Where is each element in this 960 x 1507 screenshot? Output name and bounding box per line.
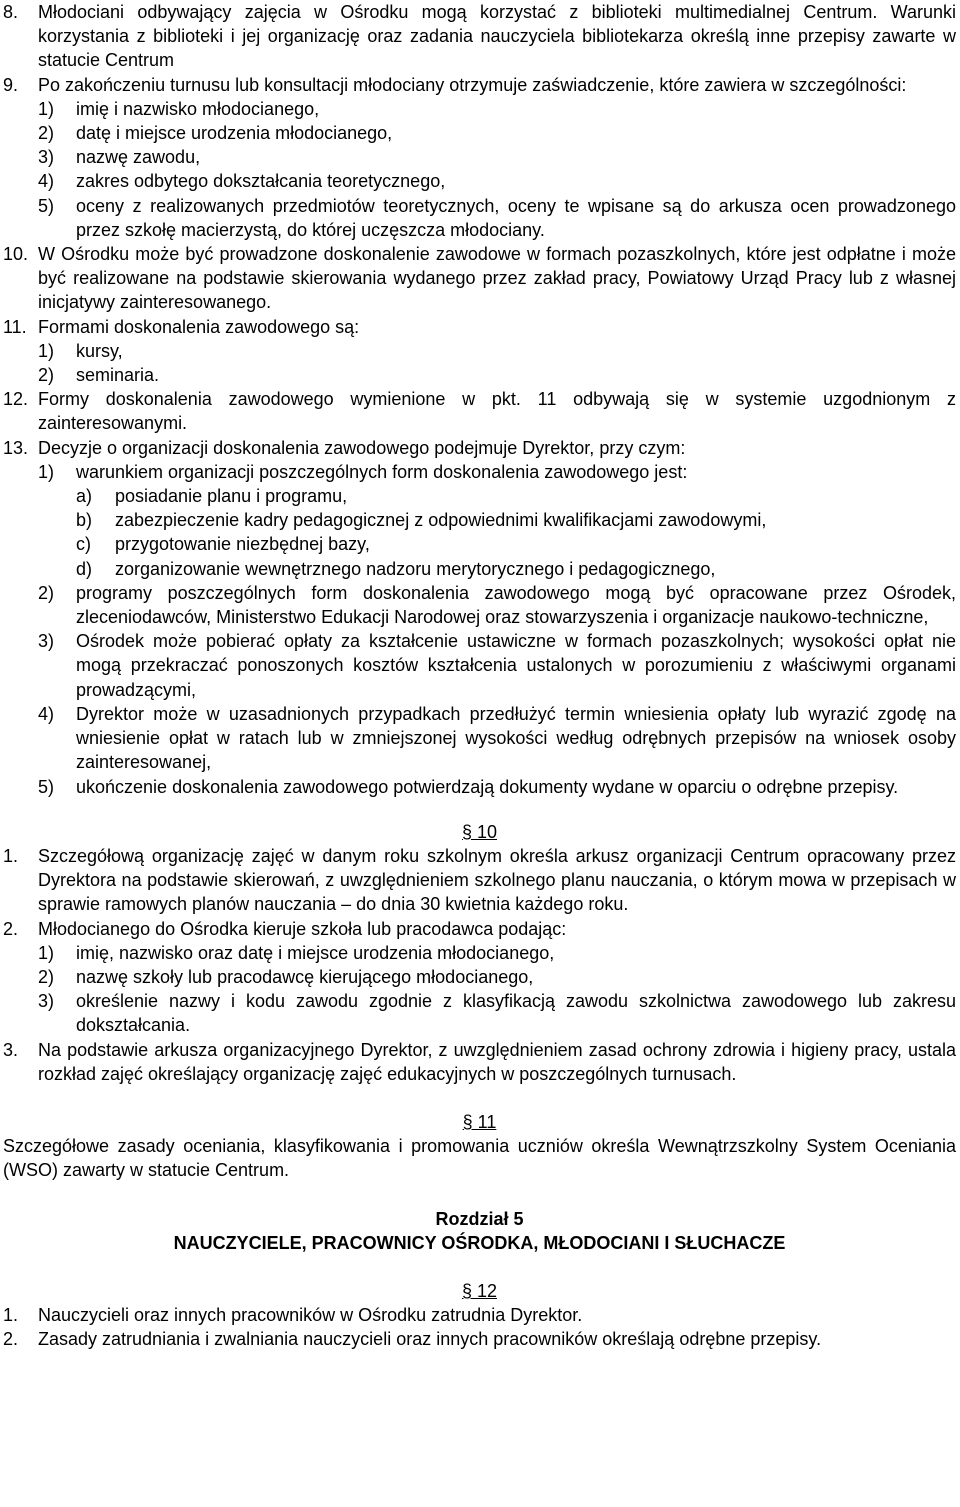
list-item — [3, 775, 956, 799]
list-number: 1) — [38, 461, 55, 482]
list-text: zakres odbytego dokształcania teoretycznego, — [76, 171, 446, 192]
sublist-text: przygotowanie niezbędnej bazy, — [115, 534, 370, 555]
section-12-paragraph-1 — [3, 1303, 956, 1327]
list-item — [3, 581, 956, 629]
list-text: imię i nazwisko młodocianego, — [76, 98, 320, 119]
list-number: 3) — [38, 991, 55, 1012]
list-number: 1) — [38, 340, 55, 361]
paragraph-text: Szczegółową organizację zajęć w danym roku szkolnym określa arkusz organizacji Centrum opracowany przez Dyrektora na podstawie skierowań, z uwzględnieniem szkolnego planu nauczania, o którym mowa w przepisach w sprawie ramowych planów nauczania – do dnia 30 kwietnia każdego roku. — [38, 845, 956, 915]
list-item — [3, 97, 956, 121]
list-text: programy poszczególnych form doskonalenia zawodowego mogą być opracowane przez Ośrodek, zleceniodawców, Ministerstwo Edukacji Narodowej oraz stowarzyszenia i organizacje naukowo-techniczne, — [76, 582, 956, 628]
sublist-text: zorganizowanie wewnętrznego nadzoru merytorycznego i pedagogicznego, — [115, 558, 716, 579]
paragraph-8 — [3, 0, 956, 73]
list-text: seminaria. — [76, 365, 160, 386]
list-item — [3, 169, 956, 193]
list-item — [3, 989, 956, 1037]
paragraph-13 — [3, 436, 956, 460]
paragraph-text: Nauczycieli oraz innych pracowników w Ośrodku zatrudnia Dyrektor. — [38, 1305, 583, 1326]
sublist-letter: c) — [76, 534, 91, 555]
list-number: 1) — [38, 942, 55, 963]
list-item — [3, 363, 956, 387]
list-number: 4) — [38, 171, 55, 192]
list-item — [3, 121, 956, 145]
list-item — [3, 965, 956, 989]
list-number: 3) — [38, 631, 55, 652]
sublist-item — [3, 532, 956, 556]
list-number: 2) — [38, 966, 55, 987]
list-number: 1) — [38, 98, 55, 119]
sublist-item — [3, 508, 956, 532]
list-number: 5) — [38, 195, 55, 216]
paragraph-number: 11. — [3, 316, 27, 337]
list-text: kursy, — [76, 340, 123, 361]
paragraph-text: Formy doskonalenia zawodowego wymienione w pkt. 11 odbywają się w systemie uzgodnionym z zainteresowanymi. — [38, 389, 956, 434]
section-11-text: Szczegółowe zasady oceniania, klasyfikowania i promowania uczniów określa Wewnątrzszkolny System Oceniania (WSO) zawarty w statucie Centrum. — [3, 1136, 956, 1181]
list-number: 5) — [38, 776, 55, 797]
list-number: 3) — [38, 147, 55, 168]
list-text: nazwę szkoły lub pracodawcę kierującego młodocianego, — [76, 966, 534, 987]
list-item — [3, 629, 956, 702]
list-number: 2) — [38, 582, 55, 603]
paragraph-10 — [3, 242, 956, 315]
list-item — [3, 145, 956, 169]
paragraph-number: 9. — [3, 74, 19, 95]
paragraph-number: 1. — [3, 1305, 19, 1326]
section-10-paragraph-2 — [3, 917, 956, 941]
section-title: § 10 — [461, 821, 498, 842]
list-text: określenie nazwy i kodu zawodu zgodnie z klasyfikacją zawodu szkolnictwa zawodowego lub zakresu dokształcania. — [76, 991, 956, 1036]
paragraph-number: 2. — [3, 918, 19, 939]
list-text: ukończenie doskonalenia zawodowego potwierdzają dokumenty wydane w oparciu o odrębne przepisy. — [76, 776, 899, 797]
paragraph-number: 10. — [3, 244, 29, 265]
list-text: oceny z realizowanych przedmiotów teoretycznych, oceny te wpisane są do arkusza ocen prowadzonego przez szkołę macierzystą, do której uczęszcza młodociany. — [76, 195, 956, 240]
sublist-letter: d) — [76, 558, 93, 579]
list-text: Dyrektor może w uzasadnionych przypadkach przedłużyć termin wniesienia opłaty lub wyrazić zgodę na wniesienie opłat w ratach lub w zmniejszonej wysokości według odrębnych przepisów na wniosek osoby zainteresowanej, — [76, 703, 956, 773]
section-10-paragraph-3 — [3, 1038, 956, 1086]
list-number: 2) — [38, 123, 55, 144]
paragraph-text: Na podstawie arkusza organizacyjnego Dyrektor, z uwzględnieniem zasad ochrony zdrowia i higieny pracy, ustala rozkład zajęć określający organizację zajęć edukacyjnych w poszczególnych turnusach. — [38, 1039, 956, 1084]
sublist-item — [3, 557, 956, 581]
section-title: § 11 — [462, 1111, 497, 1132]
list-item — [3, 941, 956, 965]
section-heading-12 — [3, 1279, 956, 1303]
section-heading-11 — [3, 1110, 956, 1134]
paragraph-number: 1. — [3, 845, 19, 866]
list-item — [3, 460, 956, 484]
paragraph-text: W Ośrodku może być prowadzone doskonalenie zawodowe w formach pozaszkolnych, które jest odpłatne i może być realizowane na podstawie skierowania wydanego przez zakład pracy, Powiatowy Urząd Pracy lub z własnej inicjatywy zainteresowanego. — [38, 244, 956, 313]
paragraph-text: Młodociani odbywający zajęcia w Ośrodku mogą korzystać z biblioteki multimedialnej Centrum. Warunki korzystania z biblioteki i jej organizację oraz zadania nauczyciela bibliotekarza określą inne przepisy zawarte w statucie Centrum — [38, 2, 956, 71]
paragraph-text: Po zakończeniu turnusu lub konsultacji młodociany otrzymuje zaświadczenie, które zawiera w szczególności: — [38, 74, 907, 95]
sublist-item — [3, 484, 956, 508]
sublist-letter: b) — [76, 510, 93, 531]
paragraph-text: Decyzje o organizacji doskonalenia zawodowego podejmuje Dyrektor, przy czym: — [38, 437, 686, 458]
section-12-paragraph-2 — [3, 1327, 956, 1351]
list-number: 4) — [38, 703, 55, 724]
section-heading-10 — [3, 820, 956, 844]
sublist-letter: a) — [76, 486, 93, 507]
chapter-subtitle: NAUCZYCIELE, PRACOWNICY OŚRODKA, MŁODOCIANI I SŁUCHACZE — [173, 1232, 786, 1253]
section-10-paragraph-1 — [3, 844, 956, 917]
sublist-text: posiadanie planu i programu, — [115, 486, 348, 507]
paragraph-number: 8. — [3, 2, 19, 22]
list-text: Ośrodek może pobierać opłaty za kształcenie ustawiczne w formach pozaszkolnych; wysokości opłat nie mogą przekraczać ponoszonych kosztów kształcenia ustalonych w porozumieniu z właściwymi organami prowadzącymi, — [76, 631, 956, 700]
sublist-text: zabezpieczenie kadry pedagogicznej z odpowiednimi kwalifikacjami zawodowymi, — [115, 510, 767, 531]
list-text: datę i miejsce urodzenia młodocianego, — [76, 123, 393, 144]
section-title: § 12 — [461, 1280, 498, 1301]
list-text: nazwę zawodu, — [76, 147, 201, 168]
chapter-title: Rozdział 5 — [435, 1208, 524, 1229]
paragraph-11 — [3, 315, 956, 339]
paragraph-text: Formami doskonalenia zawodowego są: — [38, 316, 360, 337]
list-item — [3, 194, 956, 242]
list-number: 2) — [38, 365, 55, 386]
list-text: imię, nazwisko oraz datę i miejsce urodzenia młodocianego, — [76, 942, 555, 963]
paragraph-text: Zasady zatrudniania i zwalniania nauczycieli oraz innych pracowników określają odrębne przepisy. — [38, 1329, 822, 1350]
paragraph-number: 3. — [3, 1039, 19, 1060]
paragraph-number: 2. — [3, 1329, 19, 1350]
paragraph-text: Młodocianego do Ośrodka kieruje szkoła lub pracodawca podając: — [38, 918, 567, 939]
paragraph-9 — [3, 73, 956, 97]
list-text: warunkiem organizacji poszczególnych form doskonalenia zawodowego jest: — [76, 461, 688, 482]
paragraph-number: 13. — [3, 437, 29, 458]
list-item — [3, 702, 956, 775]
paragraph-number: 12. — [3, 389, 29, 410]
list-item — [3, 339, 956, 363]
paragraph-12 — [3, 387, 956, 435]
